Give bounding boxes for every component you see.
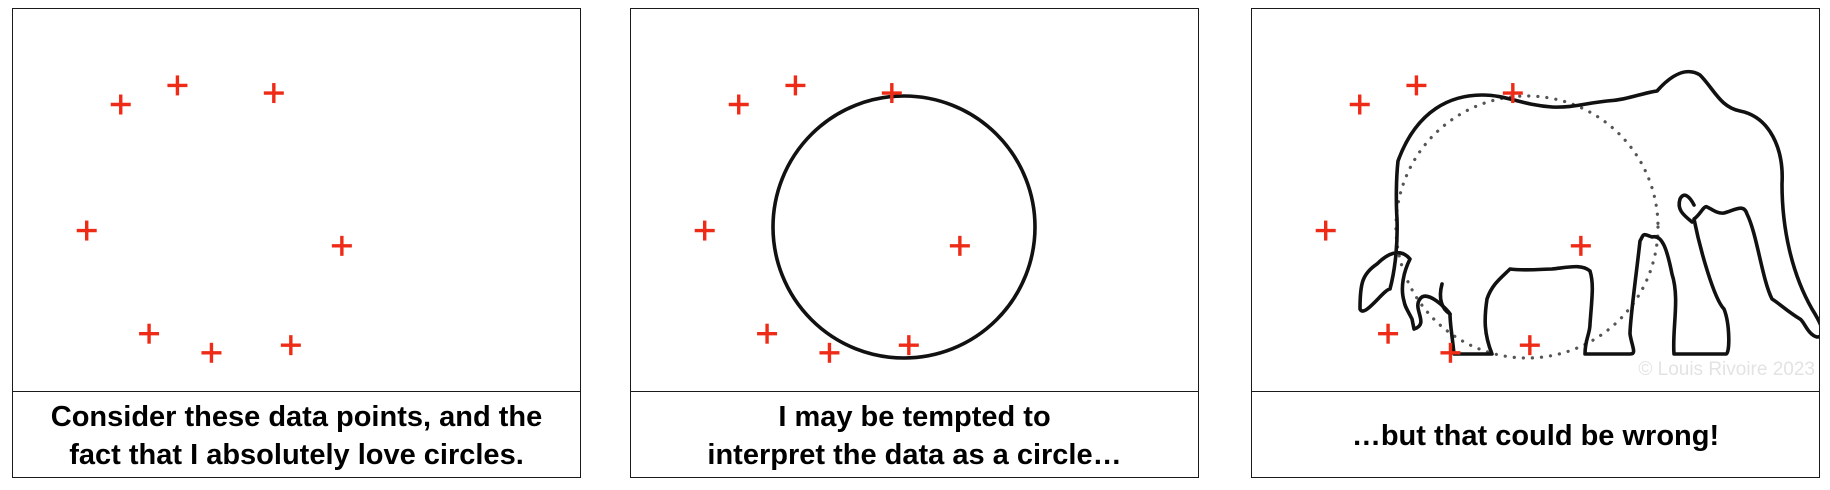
data-point-marker: [111, 95, 131, 115]
data-point-marker: [139, 324, 159, 344]
scatter-plot: [13, 9, 580, 391]
panel-elephant: [1251, 8, 1820, 478]
data-point-marker: [264, 83, 284, 103]
data-point-marker: [1378, 324, 1398, 344]
data-point-marker: [281, 335, 301, 355]
panel-caption: …but that could be wrong!: [1252, 391, 1819, 477]
copyright-watermark: © Louis Rivoire 2023: [1638, 359, 1815, 380]
panel-circle-fit: [630, 8, 1199, 478]
data-point-marker: [201, 343, 221, 363]
data-point-marker: [167, 75, 187, 95]
panel-caption: Consider these data points, and the fact that I absolutely love circles.: [13, 391, 580, 477]
data-point-marker: [899, 335, 919, 355]
plot-area: [13, 9, 580, 391]
data-point-marker: [1316, 221, 1336, 241]
data-point-marker: [1520, 335, 1540, 355]
data-point-marker: [882, 83, 902, 103]
data-point-marker: [1406, 75, 1426, 95]
circle-fit: [773, 96, 1035, 358]
elephant-ear-line: [1679, 195, 1694, 222]
plot-area: [631, 9, 1198, 391]
data-point-marker: [695, 221, 715, 241]
data-point-marker: [785, 75, 805, 95]
data-point-marker: [332, 236, 352, 256]
scatter-plot: [1252, 9, 1819, 391]
plot-area: [1252, 9, 1819, 391]
dotted-circle: [1396, 96, 1658, 358]
data-point-marker: [1350, 95, 1370, 115]
data-point-marker: [1571, 236, 1591, 256]
panel-data-points: [12, 8, 581, 478]
data-point-marker: [729, 95, 749, 115]
data-point-marker: [757, 324, 777, 344]
data-point-marker: [950, 236, 970, 256]
data-point-marker: [819, 343, 839, 363]
data-point-marker: [1440, 343, 1460, 363]
panel-caption: I may be tempted to interpret the data as a circle…: [631, 391, 1198, 477]
scatter-plot: [631, 9, 1198, 391]
data-point-marker: [77, 221, 97, 241]
